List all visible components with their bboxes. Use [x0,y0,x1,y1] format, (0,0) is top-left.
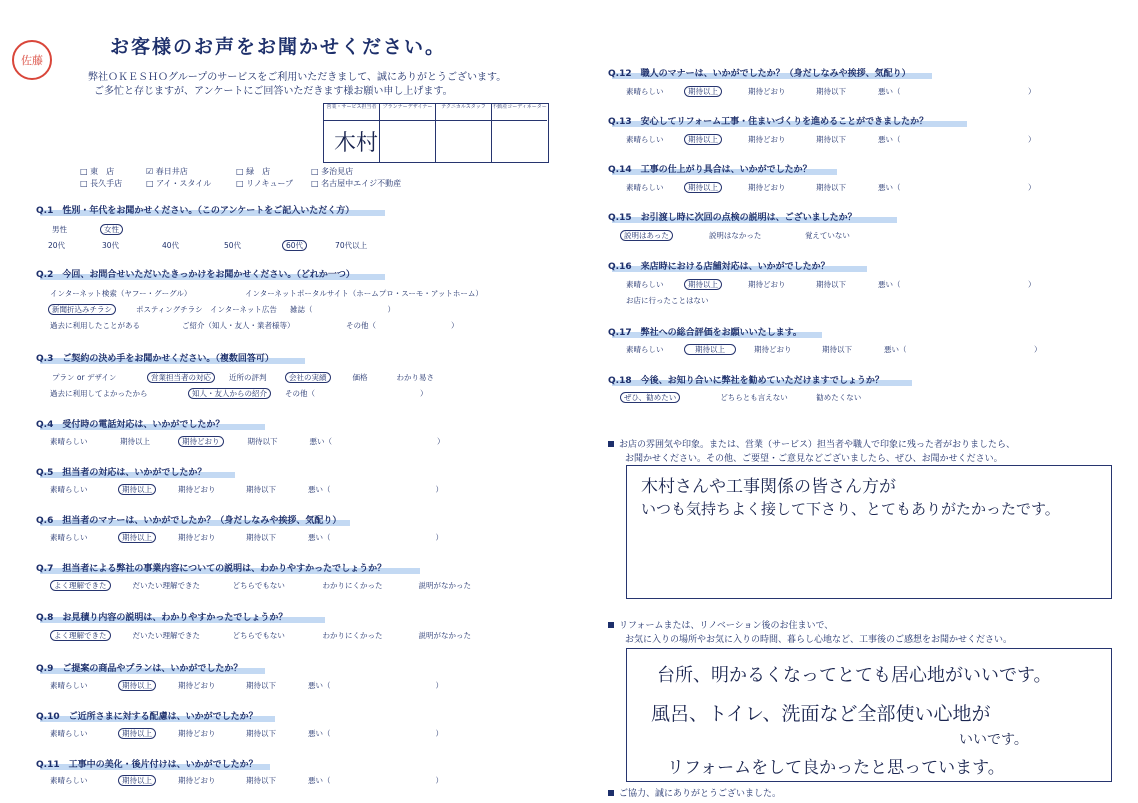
comment-prompt-1b: お聞かせください。その他、ご要望・ご意見などございましたら、ぜひ、お聞かせください。 [625,454,1003,464]
answer-option[interactable]: 期待以下 [816,183,846,192]
staff-header-sales: 営業・サービス担当者 [324,104,380,121]
question-17: Q.17 弊社への総合評価をお願いいたします。 [608,328,802,338]
answer-option[interactable]: 期待どおり [178,681,216,690]
question-10: Q.10 ご近所さまに対する配慮は、いかがでしたか？ [36,712,258,722]
answer-option[interactable]: 期待以下 [246,485,276,494]
store-option[interactable]: □ 多治見店 [311,167,354,176]
answer-option[interactable]: 悪い（ ） [308,681,443,690]
answer-option[interactable]: 価格 [352,373,368,382]
question-7: Q.7 担当者による弊社の事業内容についての説明は、わかりやすかったでしょうか？ [36,564,387,574]
answer-option[interactable]: 30代 [102,241,120,250]
answer-option[interactable]: ポスティングチラシ [136,305,203,314]
answer-option[interactable]: 期待以下 [822,345,852,354]
store-option[interactable]: □ アイ・スタイル [146,179,212,188]
question-12: Q.12 職人のマナーは、いかがでしたか？（身だしなみや挨拶、気配り） [608,69,911,79]
survey-title: お客様のお声をお聞かせください。 [110,36,447,58]
answer-option-selected[interactable]: 期待以上 [118,728,156,739]
answer-option[interactable]: 素晴らしい [50,533,88,542]
store-option[interactable]: □ 長久手店 [80,179,123,188]
handwritten-comment-line: 木村さんや工事関係の皆さん方が [641,477,896,497]
answer-option[interactable]: プラン or デザイン [52,373,117,382]
answer-option[interactable]: わかりにくかった [322,631,383,640]
staff-header-realestate: 不動産コーディネーター [492,104,547,121]
answer-option-selected[interactable]: 期待以上 [118,775,156,786]
comment-prompt-2b: お気に入りの場所やお気に入りの時間、暮らし心地など、工事後のご感想をお聞かせください。 [625,635,1013,645]
answer-option[interactable]: 期待以下 [816,135,846,144]
answer-option[interactable]: わかり易さ [396,373,434,382]
question-8: Q.8 お見積り内容の説明は、わかりやすかったでしょうか？ [36,613,288,623]
answer-option[interactable]: 50代 [224,241,242,250]
bullet-icon [608,622,614,628]
answer-option-selected[interactable]: 期待以上 [684,182,722,193]
question-2: Q.2 今回、お問合せいただいたきっかけをお聞かせください。（どれか一つ） [36,270,355,280]
red-seal-stamp: 佐藤 [12,40,52,80]
store-option[interactable]: □ リノキューブ [236,179,294,188]
answer-option[interactable]: その他（ ） [285,389,428,398]
answer-option[interactable]: 素晴らしい [626,87,664,96]
question-4: Q.4 受付時の電話対応は、いかがでしたか？ [36,420,225,430]
answer-option[interactable]: 近所の評判 [229,373,267,382]
answer-option[interactable]: 悪い（ ） [308,533,443,542]
answer-option[interactable]: 期待どおり [748,87,786,96]
answer-option[interactable]: 70代以上 [335,241,368,250]
bullet-icon [608,441,614,447]
question-3: Q.3 ご契約の決め手をお聞かせください。（複数回答可） [36,354,274,364]
handwritten-comment-line: リフォームをして良かったと思っています。 [667,758,1005,778]
answer-option[interactable]: 悪い（ ） [878,183,1036,192]
question-13: Q.13 安心してリフォーム工事・住まいづくりを進めることができましたか？ [608,117,929,127]
answer-option[interactable]: だいたい理解できた [132,631,200,640]
answer-option[interactable]: 20代 [48,241,66,250]
answer-option[interactable]: 期待どおり [754,345,792,354]
answer-option[interactable]: 期待以上 [120,437,150,446]
question-6: Q.6 担当者のマナーは、いかがでしたか？（身だしなみや挨拶、気配り） [36,516,342,526]
answer-option-selected[interactable]: 説明はあった [620,230,673,241]
answer-option-selected[interactable]: 期待以上 [684,134,722,145]
answer-option[interactable]: 説明はなかった [708,231,762,240]
answer-option-selected[interactable]: 女性 [100,224,123,235]
answer-option-selected[interactable]: 新聞折込みチラシ [48,304,116,315]
answer-option-selected[interactable]: 期待以上 [684,344,736,355]
answer-option[interactable]: 40代 [162,241,180,250]
answer-option[interactable]: だいたい理解できた [132,581,200,590]
answer-option-selected[interactable]: 期待どおり [178,436,224,447]
question-1: Q.1 性別・年代をお聞かせください。（このアンケートをご記入いただく方） [36,206,355,216]
answer-option[interactable]: 素晴らしい [50,776,88,785]
answer-option[interactable]: 期待どおり [748,183,786,192]
comment-prompt-1: お店の雰囲気や印象。または、営業（サービス）担当者や職人で印象に残った者がおりましたら、 [608,437,1015,450]
question-16: Q.16 来店時における店舗対応は、いかがでしたか？ [608,262,830,272]
answer-option-selected[interactable]: よく理解できた [50,580,111,591]
staff-table [323,103,549,163]
answer-option[interactable]: 悪い（ ） [878,87,1036,96]
answer-option[interactable]: 期待以下 [246,776,276,785]
answer-option[interactable]: インターネット広告 [210,305,277,314]
answer-option[interactable]: インターネットポータルサイト（ホームプロ・スーモ・アットホーム） [245,289,483,298]
comment-box-2[interactable] [626,648,1112,782]
question-5: Q.5 担当者の対応は、いかがでしたか？ [36,468,207,478]
staff-header-planner: プランナーデザイナー [380,104,436,121]
answer-option-selected[interactable]: 期待以上 [684,86,722,97]
answer-option[interactable]: わかりにくかった [322,581,383,590]
answer-option[interactable]: 悪い（ ） [878,135,1036,144]
intro-line-1: 弊社ＯＫＥＳＨＯグループのサービスをご利用いただきまして、誠にありがとうございます。 [88,72,507,83]
store-option[interactable]: □ 緑 店 [236,167,271,176]
question-15: Q.15 お引渡し時に次回の点検の説明は、ございましたか？ [608,213,857,223]
answer-option[interactable]: 悪い（ ） [878,280,1036,289]
answer-option-selected[interactable]: よく理解できた [50,630,111,641]
answer-option[interactable]: どちらでもない [232,631,285,640]
store-row-1 [80,166,353,177]
answer-option-selected[interactable]: 知人・友人からの紹介 [188,388,271,399]
store-option[interactable]: □ 名古屋中エイジ不動産 [311,179,402,188]
answer-option-selected[interactable]: 期待以上 [118,484,156,495]
comment-prompt-2: リフォームまたは、リノベーション後のお住まいで、 [608,618,833,631]
answer-option[interactable]: 素晴らしい [50,485,88,494]
answer-option[interactable]: 期待どおり [748,135,786,144]
answer-option[interactable]: お店に行ったことはない [626,296,709,305]
handwritten-comment-line: 台所、明かるくなってとても居心地がいいです。 [657,665,1052,686]
answer-option-selected[interactable]: 60代 [282,240,307,251]
answer-option[interactable]: 期待以下 [246,681,276,690]
answer-option[interactable]: どちらでもない [232,581,285,590]
answer-option[interactable]: 悪い（ ） [884,345,1042,354]
answer-option[interactable]: 期待以下 [816,87,846,96]
answer-option[interactable]: 期待以下 [816,280,846,289]
answer-option[interactable]: 期待どおり [178,485,216,494]
answer-option[interactable]: 過去に利用してよかったから [50,389,148,398]
answer-option[interactable]: 期待どおり [178,533,216,542]
answer-option[interactable]: 素晴らしい [50,681,88,690]
answer-option[interactable]: 説明がなかった [418,581,471,590]
answer-option[interactable]: 勧めたくない [816,393,862,402]
answer-option[interactable]: 期待どおり [178,776,216,785]
answer-option[interactable]: その他（ ） [346,321,459,330]
thank-you-footer: ご協力、誠にありがとうございました。 [608,786,781,799]
answer-option[interactable]: 悪い（ ） [308,729,443,738]
answer-option[interactable]: 素晴らしい [626,183,664,192]
store-option[interactable]: □ 東 店 [80,167,115,176]
answer-option-selected[interactable]: 営業担当者の対応 [147,372,215,383]
answer-option-selected[interactable]: 期待以上 [118,532,156,543]
answer-option[interactable]: 素晴らしい [626,345,664,354]
answer-option[interactable]: 覚えていない [804,231,850,240]
answer-option[interactable]: 悪い（ ） [309,437,445,446]
answer-option-selected[interactable]: ぜひ、勧めたい [620,392,680,403]
question-14: Q.14 工事の仕上がり具合は、いかがでしたか？ [608,165,812,175]
answer-option-selected[interactable]: 会社の実績 [285,372,331,383]
answer-option[interactable]: 過去に利用したことがある [50,321,140,330]
bullet-icon [608,790,614,796]
answer-option[interactable]: 期待以下 [247,437,278,446]
staff-header-technical: テクニカルスタッフ [436,104,492,121]
answer-option[interactable]: 雑誌（ ） [290,305,395,314]
answer-option[interactable]: 男性 [52,225,67,234]
answer-option[interactable]: 素晴らしい [626,135,664,144]
question-11: Q.11 工事中の美化・後片付けは、いかがでしたか？ [36,760,258,770]
handwritten-comment-line: いつも気持ちよく接して下さり、とてもありがたかったです。 [641,500,1060,518]
answer-option[interactable]: 期待どおり [748,280,786,289]
answer-option[interactable]: 悪い（ ） [308,776,443,785]
question-9: Q.9 ご提案の商品やプランは、いかがでしたか？ [36,664,243,674]
answer-option[interactable]: 期待以下 [246,729,276,738]
store-option[interactable]: ☑ 春日井店 [146,167,188,176]
handwritten-staff-name: 木村 [334,131,379,156]
answer-option[interactable]: 期待以下 [246,533,276,542]
answer-option[interactable]: 素晴らしい [50,437,88,446]
answer-option[interactable]: 素晴らしい [626,280,664,289]
answer-option[interactable]: 説明がなかった [418,631,471,640]
handwritten-comment-line: 風呂、トイレ、洗面など全部使い心地が [651,703,991,725]
handwritten-comment-line: いいです。 [959,732,1028,748]
answer-option-selected[interactable]: 期待以上 [118,680,156,691]
answer-option[interactable]: ご紹介（知人・友人・業者様等） [182,321,295,330]
question-18: Q.18 今後、お知り合いに弊社を勧めていただけますでしょうか？ [608,376,884,386]
answer-option-selected[interactable]: 期待以上 [684,279,722,290]
answer-option[interactable]: 悪い（ ） [308,485,443,494]
store-row-2 [80,178,401,189]
answer-option[interactable]: 期待どおり [178,729,216,738]
intro-line-2: ご多忙と存じますが、アンケートにご回答いただきます様お願い申し上げます。 [94,86,453,97]
answer-option[interactable]: 素晴らしい [50,729,88,738]
answer-option[interactable]: インターネット検索（ヤフー・グーグル） [50,289,192,298]
comment-box-1[interactable] [626,465,1112,599]
answer-option[interactable]: どちらとも言えない [720,393,788,402]
